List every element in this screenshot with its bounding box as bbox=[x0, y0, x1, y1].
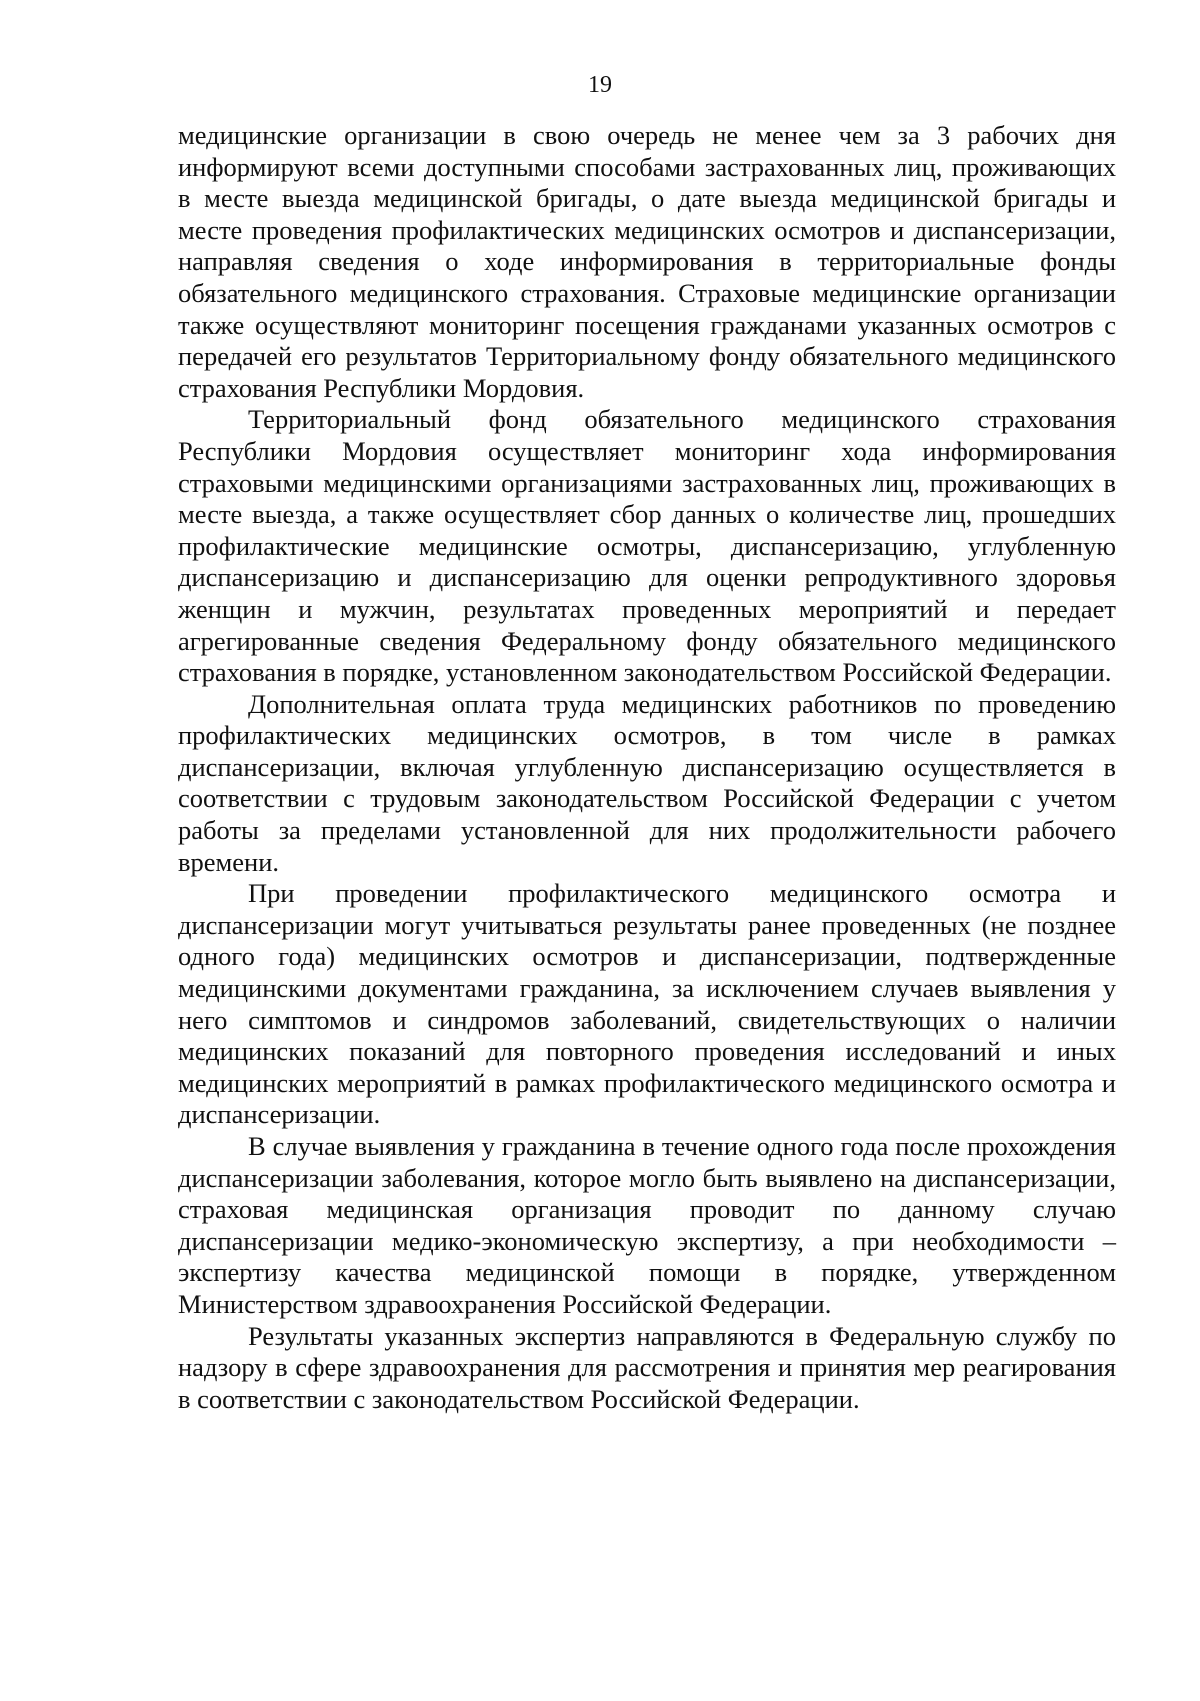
page-number: 19 bbox=[588, 72, 612, 98]
document-body bbox=[178, 120, 1116, 1415]
paragraph-additional-pay: Дополнительная оплата труда медицинских работников по проведению профилактических медицинских осмотров, в том числе в рамках диспансеризации, включая углубленную диспансеризацию осуществляется в соответствии с трудовым законодательством Российской Федерации с учетом работы за пределами установленной для них продолжительности рабочего времени. bbox=[178, 688, 1116, 877]
paragraph-tfoms-monitoring: Территориальный фонд обязательного медицинского страхования Республики Мордовия осуществляет мониторинг хода информирования страховыми медицинскими организациями застрахованных лиц, проживающих в месте выезда, а также осуществляет сбор данных о количестве лиц, прошедших профилактические медицинские осмотры, диспансеризацию, углубленную диспансеризацию и диспансеризацию для оценки репродуктивного здоровья женщин и мужчин, результатах проведенных мероприятий и передает агрегированные сведения Федеральному фонду обязательного медицинского страхования в порядке, установленном законодательством Российской Федерации. bbox=[178, 404, 1116, 688]
paragraph-continuation: медицинские организации в свою очередь не менее чем за 3 рабочих дня информируют всеми доступными способами застрахованных лиц, проживающих в месте выезда медицинской бригады, о дате выезда медицинской бригады и месте проведения профилактических медицинских осмотров и диспансеризации, направляя сведения о ходе информирования в территориальные фонды обязательного медицинского страхования. Страховые медицинские организации также осуществляют мониторинг посещения гражданами указанных осмотров с передачей его результатов Территориальному фонду обязательного медицинского страхования Республики Мордовия. bbox=[178, 120, 1116, 403]
paragraph-expertise: В случае выявления у гражданина в течение одного года после прохождения диспансеризации заболевания, которое могло быть выявлено на диспансеризации, страховая медицинская организация проводит по данному случаю диспансеризации медико-экономическую экспертизу, а при необходимости – экспертизу качества медицинской помощи в порядке, утвержденном Министерством здравоохранения Российской Федерации. bbox=[178, 1131, 1116, 1319]
paragraph-prior-results: При проведении профилактического медицинского осмотра и диспансеризации могут учитываться результаты ранее проведенных (не позднее одного года) медицинских осмотров и диспансеризации, подтвержденные медицинскими документами гражданина, за исключением случаев выявления у него симптомов и синдромов заболеваний, свидетельствующих о наличии медицинских показаний для повторного проведения исследований и иных медицинских мероприятий в рамках профилактического медицинского осмотра и диспансеризации. bbox=[178, 878, 1116, 1130]
paragraph-results-referral: Результаты указанных экспертиз направляются в Федеральную службу по надзору в сфере здравоохранения для рассмотрения и принятия мер реагирования в соответствии с законодательством Российской Федерации. bbox=[178, 1320, 1116, 1414]
